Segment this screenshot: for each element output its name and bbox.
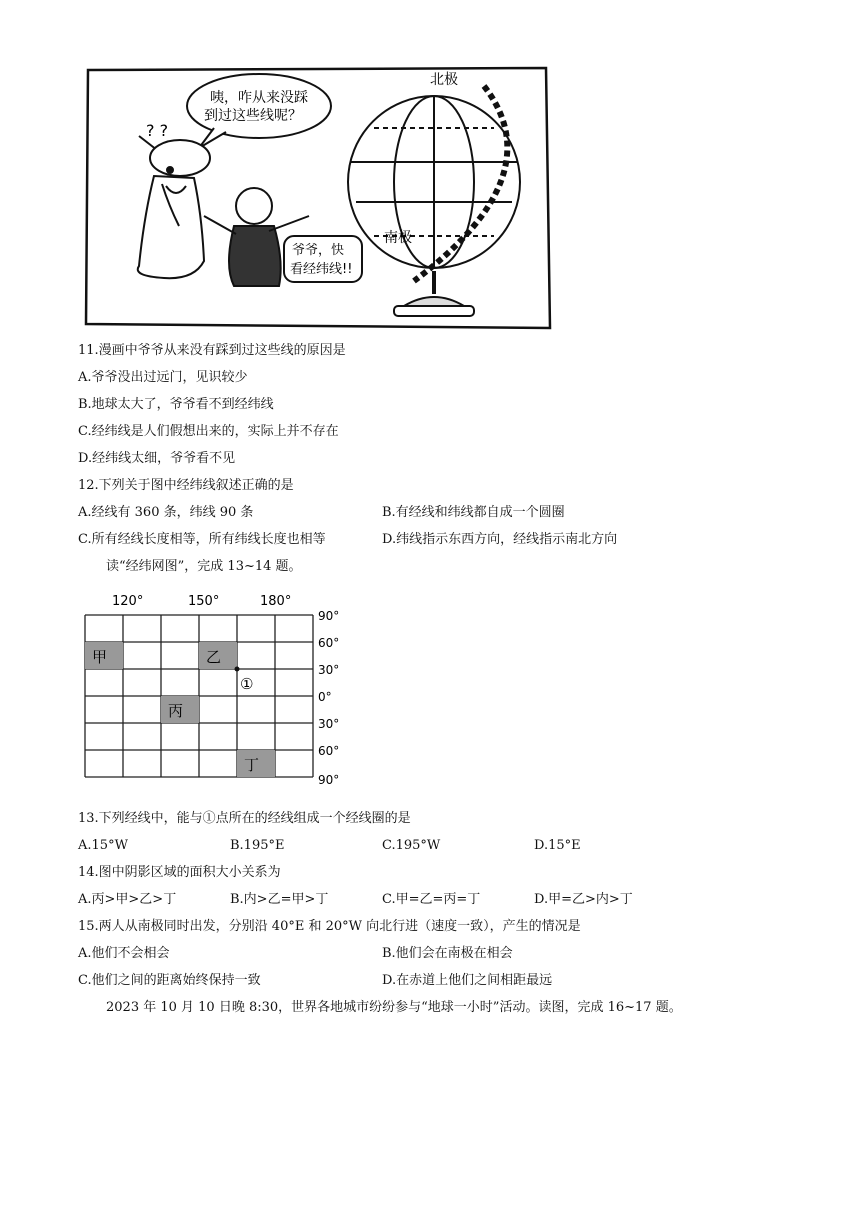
lat-label-60n: 60° [318,636,340,650]
graticule-grid-map [82,588,362,793]
q15-option-c: C.他们之间的距离始终保持一致 [78,973,261,988]
q15-option-b: B.他们会在南极在相会 [382,946,513,961]
intro-16-17: 2023 年 10 月 10 日晚 8:30，世界各地城市纷纷参与“地球一小时”活动。读图，完成 16~17 题。 [106,1000,682,1015]
q13-stem: 13.下列经线中，能与①点所在的经线组成一个经线圈的是 [78,811,411,826]
q11-stem: 11.漫画中爷爷从来没有踩到过这些线的原因是 [78,343,346,358]
q12-option-a: A.经线有 360 条，纬线 90 条 [78,505,254,520]
q11-option-c: C.经纬线是人们假想出来的，实际上并不存在 [78,424,339,439]
north-pole-label: 北极 [430,72,458,88]
point-1-marker [235,667,240,672]
question-marks: ? ? [146,121,169,140]
intro-13-14: 读“经纬网图”，完成 13~14 题。 [106,559,302,574]
point-1-label: ① [240,675,254,693]
q15-option-d: D.在赤道上他们之间相距最远 [382,973,553,988]
region-jia-label: 甲 [92,648,108,666]
lat-label-60s: 60° [318,744,340,758]
lon-label-180: 180° [260,594,292,609]
child-speech-line2: 看经纬线!! [290,262,353,277]
q12-stem: 12.下列关于图中经纬线叙述正确的是 [78,478,294,493]
q11-option-a: A.爷爷没出过远门，见识较少 [78,370,248,385]
lat-label-0: 0° [318,690,332,704]
q14-option-a: A.丙>甲>乙>丁 [78,892,177,907]
lat-label-30n: 30° [318,663,340,677]
grandpa-speech-line2: 到过这些线呢？ [204,108,302,124]
q12-option-c: C.所有经线长度相等，所有纬线长度也相等 [78,532,326,547]
region-ding-label: 丁 [244,756,260,774]
q15-stem: 15.两人从南极同时出发，分别沿 40°E 和 20°W 向北行进（速度一致），产生的情况是 [78,919,581,934]
lat-label-30s: 30° [318,717,340,731]
south-pole-label: 南极 [384,230,412,246]
q12-option-d: D.纬线指示东西方向，经线指示南北方向 [382,532,618,547]
q15-option-a: A.他们不会相会 [78,946,170,961]
lon-label-150: 150° [188,594,220,609]
grandpa-speech-line1: 咦，咋从来没踩 [210,90,308,106]
child-speech-line1: 爷爷，快 [292,243,345,258]
lat-label-90n: 90° [318,609,340,623]
lat-label-90s: 90° [318,773,340,787]
q14-option-d: D.甲=乙>内>丁 [534,892,633,907]
region-yi-label: 乙 [206,648,222,666]
q11-option-b: B.地球太大了，爷爷看不到经纬线 [78,397,274,412]
lon-label-120: 120° [112,594,144,609]
q13-option-d: D.15°E [534,838,581,853]
q13-option-a: A.15°W [78,838,128,853]
q14-stem: 14.图中阴影区域的面积大小关系为 [78,865,281,880]
globe-comic-illustration [84,66,552,330]
q13-option-c: C.195°W [382,838,441,853]
q14-option-b: B.内>乙=甲>丁 [230,892,329,907]
q14-option-c: C.甲=乙=丙=丁 [382,892,481,907]
region-bing-label: 丙 [168,702,184,720]
q13-option-b: B.195°E [230,838,285,853]
q11-option-d: D.经纬线太细，爷爷看不见 [78,451,236,466]
q12-option-b: B.有经线和纬线都自成一个圆圈 [382,505,565,520]
